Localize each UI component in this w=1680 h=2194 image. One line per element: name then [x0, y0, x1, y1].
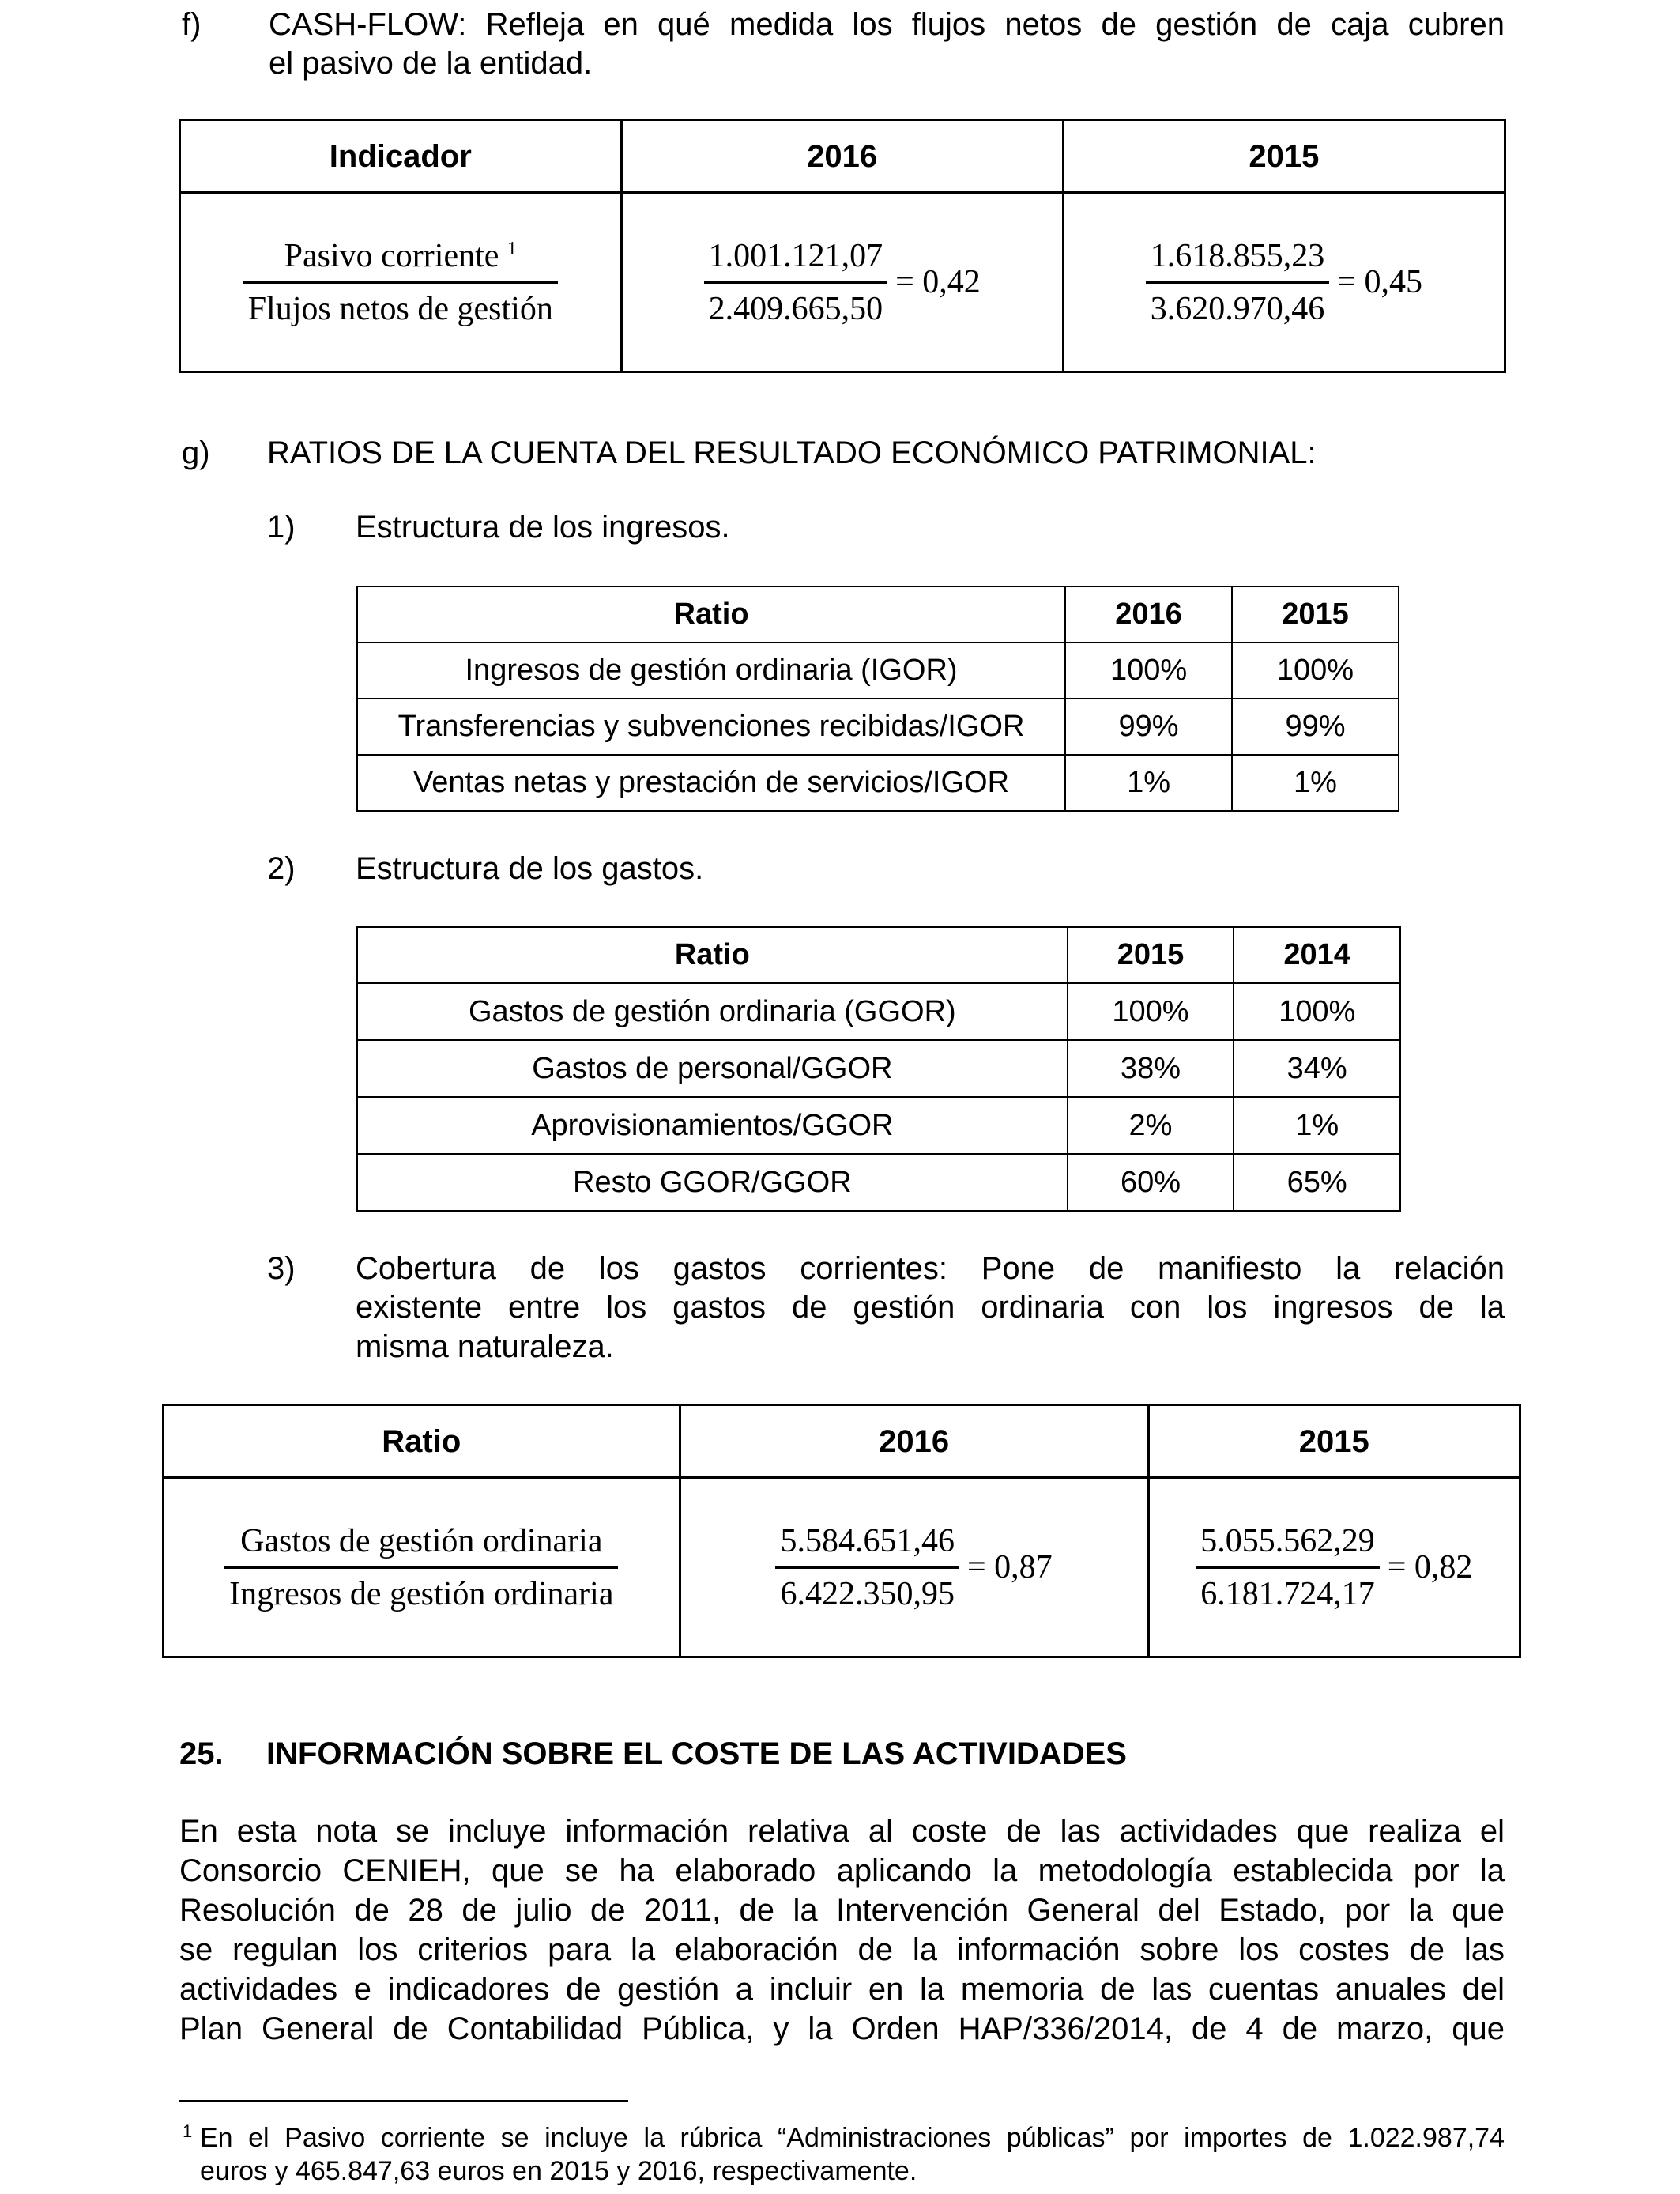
cobertura-marker: 3): [267, 1251, 296, 1286]
section-g-title: RATIOS DE LA CUENTA DEL RESULTADO ECONÓMICO PATRIMONIAL:: [267, 435, 1317, 470]
ingresos-row-value-2016: 100%: [1065, 643, 1232, 699]
gastos-row-label: Resto GGOR/GGOR: [357, 1154, 1068, 1211]
cobertura-2016-num: 5.584.651,46: [775, 1522, 959, 1569]
cobertura-header-2015: 2015: [1148, 1405, 1520, 1478]
section-25-line: En esta nota se incluye información relativa al coste de las actividades que realiza el: [179, 1814, 1505, 1849]
table-row: [357, 983, 1400, 1040]
section-f-line1: CASH-FLOW: Refleja en qué medida los flujos netos de gestión de caja cubren: [269, 7, 1505, 42]
table-row: [357, 699, 1399, 755]
ingresos-row-value-2016: 1%: [1065, 755, 1232, 811]
gastos-row-label: Gastos de gestión ordinaria (GGOR): [357, 983, 1068, 1040]
cobertura-2016-result: = 0,87: [966, 1549, 1053, 1585]
section-25-number: 25.: [179, 1736, 224, 1771]
ingresos-row-label: Transferencias y subvenciones recibidas/IGOR: [357, 699, 1065, 755]
table-row: [357, 1154, 1400, 1211]
cobertura-header-ratio: Ratio: [164, 1405, 680, 1478]
footnote-line1: En el Pasivo corriente se incluye la rúbrica “Administraciones públicas” por importes de 1.022.987,74: [200, 2123, 1505, 2153]
cobertura-2015-num: 5.055.562,29: [1196, 1522, 1380, 1569]
cashflow-2016-cell: [621, 193, 1063, 372]
cobertura-2015-result: = 0,82: [1387, 1549, 1473, 1585]
cobertura-2015-den: 6.181.724,17: [1200, 1575, 1375, 1612]
ingresos-title: Estructura de los ingresos.: [356, 510, 730, 545]
gastos-row-value-2014: 65%: [1234, 1154, 1400, 1211]
gastos-row-value-2014: 1%: [1234, 1097, 1400, 1154]
ingresos-row-value-2015: 1%: [1232, 755, 1399, 811]
ingresos-row-value-2015: 99%: [1232, 699, 1399, 755]
footnote-ref: 1: [507, 238, 517, 259]
table-row: [357, 1040, 1400, 1097]
cobertura-2015-cell: [1148, 1478, 1520, 1657]
section-25-line: actividades e indicadores de gestión a incluir en la memoria de las cuentas anuales del: [179, 1972, 1505, 2007]
cashflow-2015-cell: [1063, 193, 1505, 372]
cobertura-formula-cell: [164, 1478, 680, 1657]
cashflow-2015-num: 1.618.855,23: [1146, 237, 1330, 284]
ingresos-table: [356, 586, 1399, 812]
section-g-marker: g): [182, 435, 210, 470]
cobertura-formula-den: Ingresos de gestión ordinaria: [229, 1575, 614, 1612]
section-25-line: Resolución de 28 de julio de 2011, de la Intervención General del Estado, por la que: [179, 1893, 1505, 1928]
section-f-marker: f): [182, 7, 202, 42]
ingresos-header-2015: 2015: [1232, 586, 1399, 643]
footnote-line2: euros y 465.847,63 euros en 2015 y 2016, respectivamente.: [200, 2156, 917, 2186]
gastos-row-label: Aprovisionamientos/GGOR: [357, 1097, 1068, 1154]
gastos-marker: 2): [267, 851, 296, 886]
cashflow-formula-den: Flujos netos de gestión: [247, 290, 553, 327]
cashflow-2016-den: 2.409.665,50: [708, 290, 883, 327]
ingresos-row-value-2015: 100%: [1232, 643, 1399, 699]
cobertura-2016-cell: [680, 1478, 1148, 1657]
cashflow-header-2015: 2015: [1063, 120, 1505, 193]
section-25-line: Consorcio CENIEH, que se ha elaborado aplicando la metodología establecida por la: [179, 1853, 1505, 1888]
cashflow-header-2016: 2016: [621, 120, 1063, 193]
gastos-row-value-2015: 100%: [1068, 983, 1234, 1040]
section-25-line: Plan General de Contabilidad Pública, y la Orden HAP/336/2014, de 4 de marzo, que: [179, 2011, 1505, 2046]
footnote-divider: [179, 2100, 628, 2102]
cashflow-2016-result: = 0,42: [895, 264, 981, 300]
cobertura-formula-num: Gastos de gestión ordinaria: [224, 1522, 618, 1569]
ingresos-header-ratio: Ratio: [357, 586, 1065, 643]
section-25-title: INFORMACIÓN SOBRE EL COSTE DE LAS ACTIVIDADES: [266, 1736, 1127, 1771]
cashflow-2015-den: 3.620.970,46: [1150, 290, 1325, 327]
cobertura-header-2016: 2016: [680, 1405, 1148, 1478]
footnote-marker: 1: [183, 2121, 193, 2141]
table-row: [357, 755, 1399, 811]
cashflow-formula: [243, 237, 558, 328]
cashflow-formula-num: Pasivo corriente: [284, 237, 499, 274]
cobertura-formula: [224, 1522, 618, 1613]
cobertura-line1: Cobertura de los gastos corrientes: Pone de manifiesto la relación: [356, 1251, 1505, 1286]
gastos-header-2015: 2015: [1068, 927, 1234, 983]
cashflow-table: [179, 119, 1506, 373]
table-row: [357, 1097, 1400, 1154]
gastos-row-label: Gastos de personal/GGOR: [357, 1040, 1068, 1097]
ingresos-row-label: Ventas netas y prestación de servicios/IGOR: [357, 755, 1065, 811]
gastos-title: Estructura de los gastos.: [356, 851, 704, 886]
ingresos-header-2016: 2016: [1065, 586, 1232, 643]
gastos-header-2014: 2014: [1234, 927, 1400, 983]
gastos-row-value-2015: 60%: [1068, 1154, 1234, 1211]
gastos-row-value-2015: 2%: [1068, 1097, 1234, 1154]
table-row: [357, 643, 1399, 699]
cashflow-formula-cell: [180, 193, 622, 372]
cobertura-2016-den: 6.422.350,95: [780, 1575, 955, 1612]
cashflow-2015-result: = 0,45: [1337, 264, 1422, 300]
ingresos-row-value-2016: 99%: [1065, 699, 1232, 755]
gastos-table: [356, 926, 1401, 1212]
cobertura-line2: existente entre los gastos de gestión ordinaria con los ingresos de la: [356, 1290, 1505, 1325]
ingresos-row-label: Ingresos de gestión ordinaria (IGOR): [357, 643, 1065, 699]
section-25-line: se regulan los criterios para la elaboración de la información sobre los costes de las: [179, 1932, 1505, 1967]
cobertura-table: [162, 1404, 1521, 1658]
ingresos-marker: 1): [267, 510, 296, 545]
gastos-row-value-2014: 100%: [1234, 983, 1400, 1040]
gastos-header-ratio: Ratio: [357, 927, 1068, 983]
cashflow-header-indicador: Indicador: [180, 120, 622, 193]
gastos-row-value-2014: 34%: [1234, 1040, 1400, 1097]
cashflow-2016-num: 1.001.121,07: [704, 237, 888, 284]
cobertura-line3: misma naturaleza.: [356, 1329, 614, 1364]
gastos-row-value-2015: 38%: [1068, 1040, 1234, 1097]
section-f-line2: el pasivo de la entidad.: [269, 46, 593, 81]
